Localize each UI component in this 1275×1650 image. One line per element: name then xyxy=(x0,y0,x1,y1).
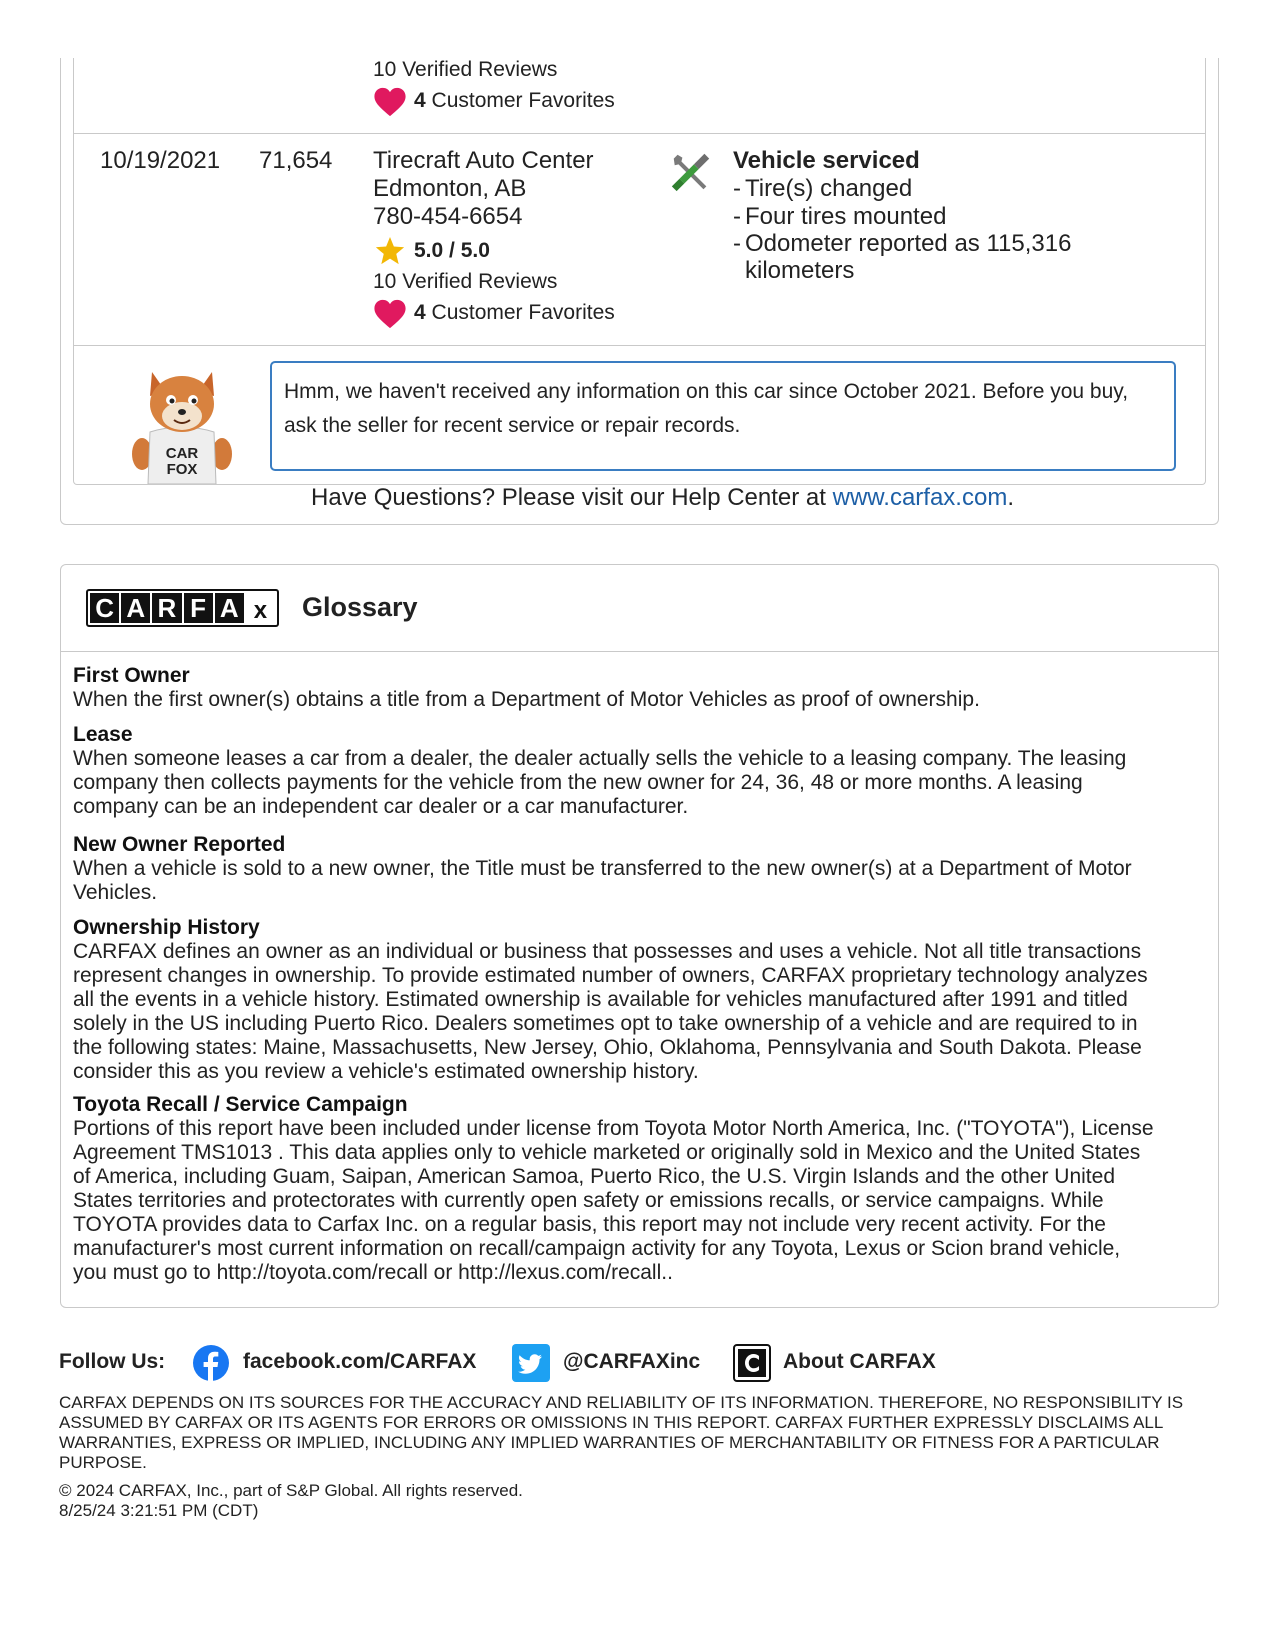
glossary-definition: company can be an independent car dealer or a car manufacturer. xyxy=(73,795,689,818)
carfox-mascot xyxy=(128,362,236,484)
record-source-city: Edmonton, AB xyxy=(373,175,527,202)
record-favorites: 4 Customer Favorites xyxy=(414,301,615,324)
glossary-term: Toyota Recall / Service Campaign xyxy=(73,1093,408,1116)
record-source-name: Tirecraft Auto Center xyxy=(373,147,594,174)
glossary-definition: Agreement TMS1013 . This data applies only to vehicle marketed or originally sold in Mexico and the United States xyxy=(73,1141,1141,1164)
no-recent-info-message xyxy=(270,361,1176,471)
heart-icon xyxy=(373,298,407,330)
service-detail: - Odometer reported as 115,316 xyxy=(733,230,1072,257)
facebook-link[interactable]: facebook.com/CARFAX xyxy=(243,1350,477,1373)
glossary-definition: manufacturer's most current information on recall/campaign activity for any Toyota, Lexus or Scion brand vehicle, xyxy=(73,1237,1121,1260)
glossary-title: Glossary xyxy=(302,592,418,622)
message-line: ask the seller for recent service or repair records. xyxy=(284,414,741,437)
service-detail: kilometers xyxy=(745,257,855,284)
glossary-definition: When the first owner(s) obtains a title from a Department of Motor Vehicles as proof of ownership. xyxy=(73,688,980,711)
glossary-term: First Owner xyxy=(73,664,190,687)
record-date: 10/19/2021 xyxy=(100,147,221,174)
glossary-definition: you must go to http://toyota.com/recall or http://lexus.com/recall.. xyxy=(73,1261,673,1284)
follow-us-label: Follow Us: xyxy=(59,1350,166,1373)
record-rating: 5.0 / 5.0 xyxy=(414,239,490,262)
carfax-logo: C A R F A x xyxy=(86,589,279,627)
glossary-definition: Portions of this report have been included under license from Toyota Motor North America, Inc. ("TOYOTA"), License xyxy=(73,1117,1154,1140)
record-odometer: 71,654 xyxy=(259,147,333,174)
glossary-term: Lease xyxy=(73,723,133,746)
record-verified-reviews: 10 Verified Reviews xyxy=(373,270,558,293)
glossary-definition: States territories and protectorates with currently open safety or emissions recalls, or service campaigns. While xyxy=(73,1189,1104,1212)
glossary-entry xyxy=(73,833,1198,905)
heart-icon xyxy=(373,86,407,118)
service-title: Vehicle serviced xyxy=(733,147,920,174)
glossary-entry xyxy=(73,916,1198,1084)
row-divider xyxy=(73,345,1206,346)
about-carfax-link[interactable]: About CARFAX xyxy=(783,1350,936,1373)
message-line: Hmm, we haven't received any information on this car since October 2021. Before you buy, xyxy=(284,380,1129,403)
service-detail: - Tire(s) changed xyxy=(733,175,913,202)
glossary-definition: When someone leases a car from a dealer, the dealer actually sells the vehicle to a leasing company. The leasing xyxy=(73,747,1127,770)
glossary-entry xyxy=(73,1093,1198,1285)
help-center-text: Have Questions? Please visit our Help Center at www.carfax.com. xyxy=(311,484,1014,511)
glossary-definition: TOYOTA provides data to Carfax Inc. on a regular basis, this report may not include very recent activity. For the xyxy=(73,1213,1106,1236)
twitter-icon[interactable] xyxy=(512,1344,550,1382)
prev-verified-reviews: 10 Verified Reviews xyxy=(373,58,558,81)
glossary-definition: of America, including Guam, Saipan, American Samoa, Puerto Rico, the U.S. Virgin Islands and the other United xyxy=(73,1165,1116,1188)
glossary-entry xyxy=(73,723,1198,819)
glossary-header-divider xyxy=(60,651,1219,652)
glossary-term: New Owner Reported xyxy=(73,833,286,856)
disclaimer-text: CARFAX DEPENDS ON ITS SOURCES FOR THE ACCURACY AND RELIABILITY OF ITS INFORMATION. THEREFORE, NO RESPONSIBILITY IS ASSUMED BY CARFAX OR ITS AGENTS FOR ERRORS OR OMISSIONS IN THIS REPORT. CARFAX FURTHER EXPRESSLY DISCLAIMS ALL WARRANTIES, EXPRESS OR IMPLIED, INCLUDING ANY IMPLIED WARRANTIES OF MERCHANTABILITY OR FITNESS FOR A PARTICULAR PURPOSE. xyxy=(59,1393,1184,1472)
glossary-definition: CARFAX defines an owner as an individual or business that possesses and uses a vehicle. Not all title transactions xyxy=(73,940,1142,963)
carfax-c-icon[interactable] xyxy=(733,1344,771,1382)
copyright-text: © 2024 CARFAX, Inc., part of S&P Global. All rights reserved. xyxy=(59,1481,523,1500)
glossary-definition: Vehicles. xyxy=(73,881,158,904)
prev-favorites: 4 Customer Favorites xyxy=(414,89,615,112)
wrench-screwdriver-icon xyxy=(668,149,714,195)
glossary-definition: When a vehicle is sold to a new owner, the Title must be transferred to the new owner(s) at a Department of Motor xyxy=(73,857,1132,880)
svg-text:CAR: CAR xyxy=(165,445,199,462)
glossary-term: Ownership History xyxy=(73,916,260,939)
glossary-definition: represent changes in ownership. To provide estimated number of owners, CARFAX proprietary technology analyzes xyxy=(73,964,1148,987)
facebook-icon[interactable] xyxy=(192,1344,230,1382)
twitter-link[interactable]: @CARFAXinc xyxy=(563,1350,701,1373)
help-center-link[interactable]: www.carfax.com xyxy=(832,484,1008,511)
glossary-entry xyxy=(73,664,1198,712)
glossary-definition: solely in the US including Puerto Rico. Dealers sometimes opt to take ownership of a vehicle and are required to in xyxy=(73,1012,1138,1035)
report-timestamp: 8/25/24 3:21:51 PM (CDT) xyxy=(59,1501,259,1520)
record-source-phone: 780-454-6654 xyxy=(373,203,523,230)
glossary-definition: company then collects payments for the vehicle from the new owner for 24, 36, 48 or more months. A leasing xyxy=(73,771,1083,794)
star-icon xyxy=(373,235,407,267)
glossary-definition: all the events in a vehicle history. Estimated ownership is available for vehicles manufactured after 1991 and titled xyxy=(73,988,1128,1011)
svg-text:FOX: FOX xyxy=(166,461,198,478)
glossary-definition: the following states: Maine, Massachusetts, New Jersey, Ohio, Oklahoma, Pennsylvania and South Dakota. Please xyxy=(73,1036,1142,1059)
row-divider xyxy=(73,133,1206,134)
service-detail: - Four tires mounted xyxy=(733,203,947,230)
glossary-definition: consider this as you review a vehicle's estimated ownership history. xyxy=(73,1060,699,1083)
